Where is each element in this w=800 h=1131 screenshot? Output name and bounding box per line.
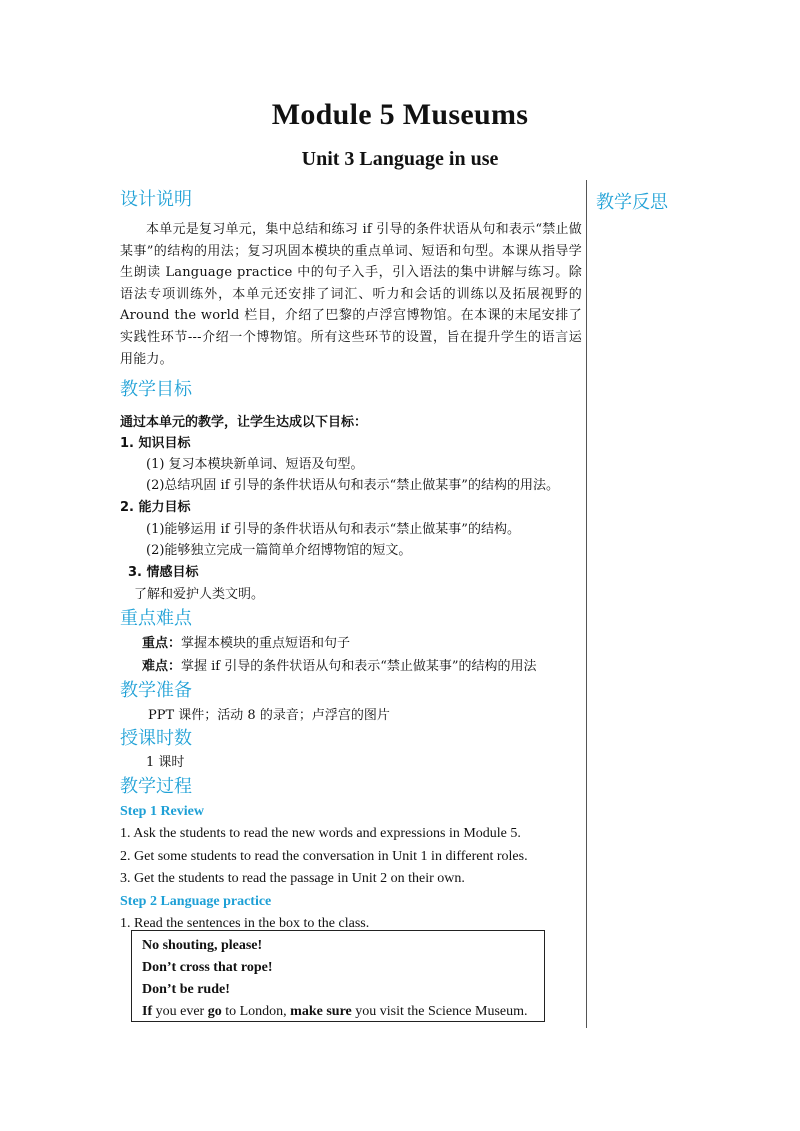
- sentence-part: you visit the Science Museum.: [351, 1004, 528, 1019]
- hours-text: 1 课时: [146, 755, 185, 771]
- step-line: 1. Read the sentences in the box to the class.: [120, 915, 370, 931]
- sentence-part: go: [207, 1004, 222, 1019]
- step-title: Step 2 Language practice: [120, 893, 272, 909]
- sentence-part: to London,: [221, 1004, 291, 1019]
- goal-section-title: 1. 知识目标: [120, 436, 191, 452]
- goal-section-title: 2. 能力目标: [120, 500, 191, 516]
- example-sentence: Don’t cross that rope!: [142, 960, 273, 975]
- document-title: Module 5 Museums: [271, 98, 529, 131]
- difficult-label: 难点：: [142, 659, 182, 675]
- goals-heading: 教学目标: [120, 379, 192, 401]
- example-sentence: [142, 1001, 534, 1023]
- goal-item: (1) 复习本模块新单词、短语及句型。: [146, 457, 364, 473]
- step-title: Step 1 Review: [120, 804, 204, 820]
- column-divider: [586, 180, 587, 1028]
- goal-item: (1)能够运用 if 引导的条件状语从句和表示“禁止做某事”的结构。: [146, 522, 520, 538]
- step-line: 1. Ask the students to read the new words and expressions in Module 5.: [120, 826, 521, 842]
- step-line: 3. Get the students to read the passage in Unit 2 on their own.: [120, 871, 465, 887]
- key-label: 重点：: [142, 636, 182, 652]
- goal-item: 了解和爱护人类文明。: [134, 587, 265, 603]
- key-point: [120, 633, 582, 654]
- prep-text: PPT 课件；活动 8 的录音；卢浮宫的图片: [148, 708, 390, 724]
- difficult-text: 掌握 if 引导的条件状语从句和表示“禁止做某事”的结构的用法: [181, 659, 537, 675]
- sentence-part: you ever: [152, 1004, 208, 1019]
- keypoints-heading: 重点难点: [120, 608, 192, 630]
- goal-item: (2)能够独立完成一篇简单介绍博物馆的短文。: [146, 543, 412, 559]
- goal-section-title: 3. 情感目标: [128, 565, 199, 581]
- hours-heading: 授课时数: [120, 728, 192, 750]
- process-heading: 教学过程: [120, 776, 192, 798]
- example-sentence: No shouting, please!: [142, 938, 263, 953]
- reflection-heading: 教学反思: [596, 192, 668, 213]
- example-sentence: Don’t be rude!: [142, 982, 230, 997]
- goal-item: (2)总结巩固 if 引导的条件状语从句和表示“禁止做某事”的结构的用法。: [146, 478, 559, 494]
- design-paragraph: 本单元是复习单元，集中总结和练习 if 引导的条件状语从句和表示“禁止做某事”的结构的用法；复习巩固本模块的重点单词、短语和句型。本课从指导学生朗读 Language practice 中的句子入手，引入语法的集中讲解与练习。除语法专项训练外，本单元还安排了词汇、听力和会话的训练以及拓展视野的 Around the world 栏目，介绍了巴黎的卢浮宫博物馆。在本课的末尾安排了实践性环节---介绍一个博物馆。所有这些环节的设置，旨在提升学生的语言运用能力。: [120, 222, 582, 367]
- sentence-part: make sure: [290, 1004, 352, 1019]
- document-subtitle: Unit 3 Language in use: [301, 148, 499, 170]
- design-heading: 设计说明: [120, 189, 192, 210]
- step-line: 2. Get some students to read the conversation in Unit 1 in different roles.: [120, 848, 528, 864]
- example-sentences-box: [131, 930, 545, 1022]
- prep-heading: 教学准备: [120, 680, 192, 702]
- goals-intro: 通过本单元的教学，让学生达成以下目标：: [120, 415, 368, 431]
- sentence-part: If: [142, 1004, 153, 1019]
- difficult-point: [120, 656, 582, 677]
- main-column: [120, 188, 582, 935]
- key-text: 掌握本模块的重点短语和句子: [181, 636, 351, 652]
